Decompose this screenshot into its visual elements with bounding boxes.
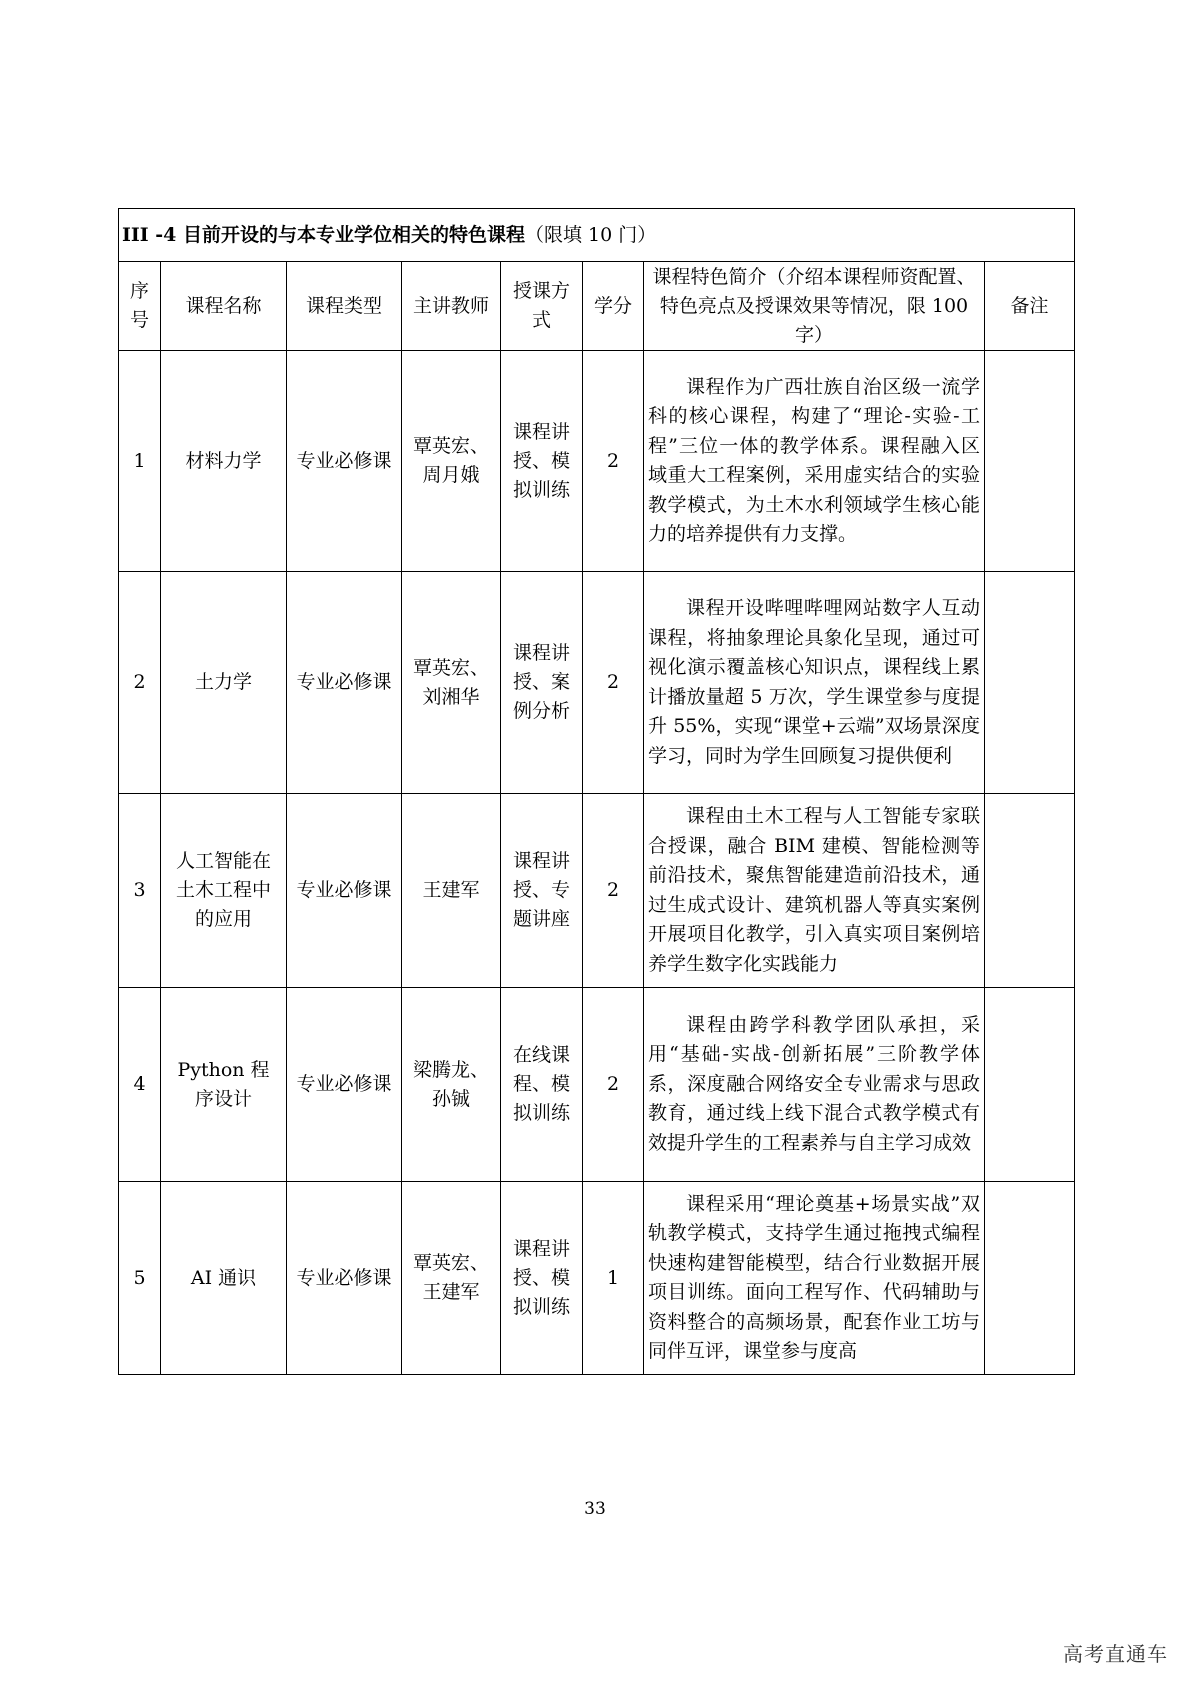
header-credit: 学分 bbox=[583, 262, 644, 351]
table-header-row bbox=[119, 262, 1075, 351]
cell-credit: 2 bbox=[583, 794, 644, 988]
table-row bbox=[119, 794, 1075, 988]
cell-method: 在线课程、模拟训练 bbox=[501, 988, 583, 1182]
cell-teacher: 梁腾龙、孙铖 bbox=[402, 988, 501, 1182]
desc-text: 课程由跨学科教学团队承担，采用“基础-实战-创新拓展”三阶教学体系，深度融合网络安全专业需求与思政教育，通过线上线下混合式教学模式有效提升学生的工程素养与自主学习成效 bbox=[648, 1013, 980, 1154]
cell-teacher: 覃英宏、刘湘华 bbox=[402, 572, 501, 794]
cell-desc bbox=[644, 572, 985, 794]
cell-type: 专业必修课 bbox=[287, 988, 402, 1182]
cell-name: Python 程序设计 bbox=[161, 988, 287, 1182]
cell-credit: 2 bbox=[583, 572, 644, 794]
cell-type: 专业必修课 bbox=[287, 1182, 402, 1375]
cell-type: 专业必修课 bbox=[287, 794, 402, 988]
table-title-row bbox=[119, 209, 1075, 262]
header-name: 课程名称 bbox=[161, 262, 287, 351]
cell-teacher: 覃英宏、王建军 bbox=[402, 1182, 501, 1375]
table-title-main: III -4 目前开设的与本专业学位相关的特色课程 bbox=[122, 223, 525, 246]
cell-remark bbox=[985, 572, 1075, 794]
cell-desc bbox=[644, 1182, 985, 1375]
cell-no: 4 bbox=[119, 988, 161, 1182]
page-number: 33 bbox=[584, 1499, 606, 1519]
desc-text: 课程开设哔哩哔哩网站数字人互动课程，将抽象理论具象化呈现，通过可视化演示覆盖核心知识点，课程线上累计播放量超 5 万次，学生课堂参与度提升 55%，实现“课堂+云端”双场景深度学习，同时为学生回顾复习提供便利 bbox=[648, 597, 980, 767]
cell-desc bbox=[644, 988, 985, 1182]
cell-credit: 1 bbox=[583, 1182, 644, 1375]
cell-name: 人工智能在土木工程中的应用 bbox=[161, 794, 287, 988]
cell-name: 土力学 bbox=[161, 572, 287, 794]
desc-text: 课程采用“理论奠基+场景实战”双轨教学模式，支持学生通过拖拽式编程快速构建智能模型，结合行业数据开展项目训练。面向工程写作、代码辅助与资料整合的高频场景，配套作业工坊与同伴互评，课堂参与度高 bbox=[648, 1192, 980, 1362]
cell-remark bbox=[985, 794, 1075, 988]
table-title bbox=[119, 209, 1075, 262]
header-method: 授课方式 bbox=[501, 262, 583, 351]
header-no: 序号 bbox=[119, 262, 161, 351]
desc-text: 课程由土木工程与人工智能专家联合授课，融合 BIM 建模、智能检测等前沿技术，聚焦智能建造前沿技术，通过生成式设计、建筑机器人等真实案例开展项目化教学，引入真实项目案例培养学生数字化实践能力 bbox=[648, 805, 980, 975]
cell-no: 5 bbox=[119, 1182, 161, 1375]
cell-desc bbox=[644, 351, 985, 572]
cell-remark bbox=[985, 351, 1075, 572]
watermark: 高考直通车 bbox=[1063, 1642, 1168, 1666]
table-row bbox=[119, 988, 1075, 1182]
cell-name: 材料力学 bbox=[161, 351, 287, 572]
cell-no: 1 bbox=[119, 351, 161, 572]
desc-text: 课程作为广西壮族自治区级一流学科的核心课程，构建了“理论-实验-工程”三位一体的教学体系。课程融入区域重大工程案例，采用虚实结合的实验教学模式，为土木水利领域学生核心能力的培养提供有力支撑。 bbox=[648, 375, 980, 545]
cell-credit: 2 bbox=[583, 351, 644, 572]
cell-method: 课程讲授、模拟训练 bbox=[501, 351, 583, 572]
cell-remark bbox=[985, 1182, 1075, 1375]
cell-credit: 2 bbox=[583, 988, 644, 1182]
header-teacher: 主讲教师 bbox=[402, 262, 501, 351]
table-row bbox=[119, 1182, 1075, 1375]
cell-no: 2 bbox=[119, 572, 161, 794]
cell-teacher: 覃英宏、周月娥 bbox=[402, 351, 501, 572]
cell-method: 课程讲授、专题讲座 bbox=[501, 794, 583, 988]
cell-type: 专业必修课 bbox=[287, 572, 402, 794]
cell-desc bbox=[644, 794, 985, 988]
table-title-note: （限填 10 门） bbox=[525, 223, 657, 246]
cell-method: 课程讲授、模拟训练 bbox=[501, 1182, 583, 1375]
cell-no: 3 bbox=[119, 794, 161, 988]
cell-type: 专业必修课 bbox=[287, 351, 402, 572]
table-row bbox=[119, 572, 1075, 794]
featured-courses-table bbox=[118, 208, 1075, 1375]
header-desc: 课程特色简介（介绍本课程师资配置、特色亮点及授课效果等情况，限 100 字） bbox=[644, 262, 985, 351]
cell-method: 课程讲授、案例分析 bbox=[501, 572, 583, 794]
cell-name: AI 通识 bbox=[161, 1182, 287, 1375]
header-remark: 备注 bbox=[985, 262, 1075, 351]
header-type: 课程类型 bbox=[287, 262, 402, 351]
cell-remark bbox=[985, 988, 1075, 1182]
cell-teacher: 王建军 bbox=[402, 794, 501, 988]
table-row bbox=[119, 351, 1075, 572]
